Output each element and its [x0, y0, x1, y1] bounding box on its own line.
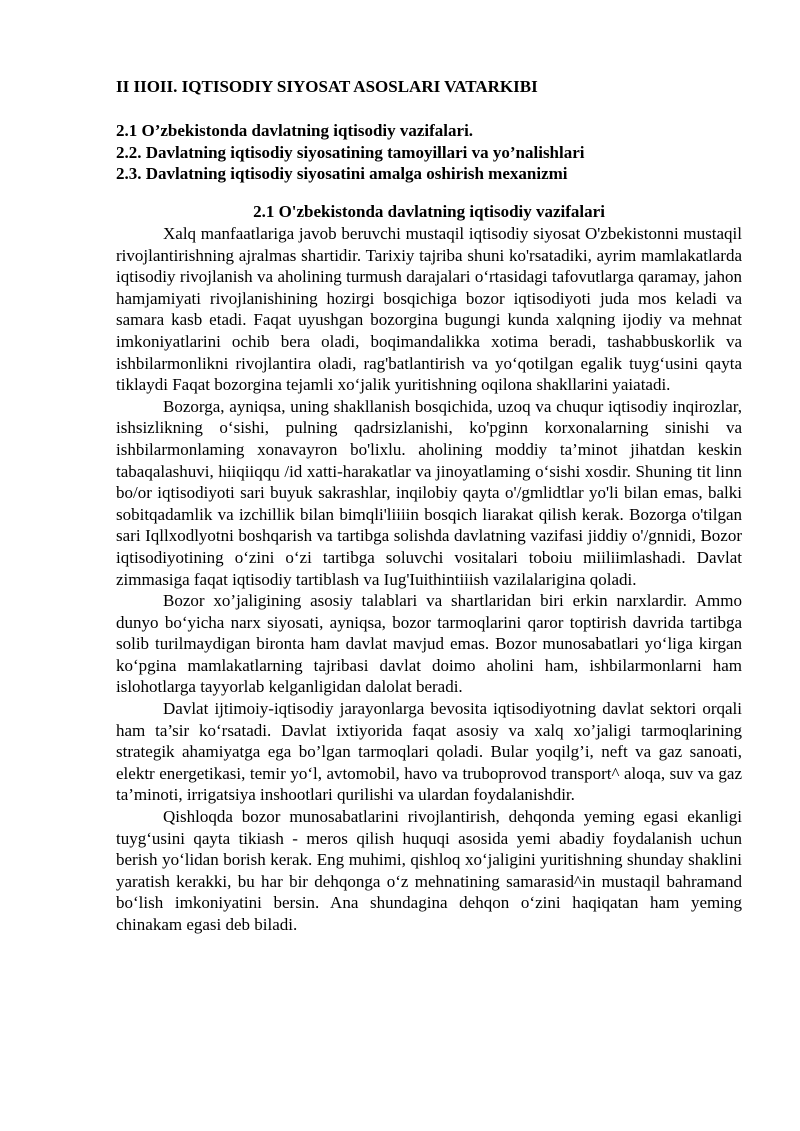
- toc-item-2-1: 2.1 O’zbekistonda davlatning iqtisodiy vazifalari.: [116, 121, 474, 140]
- document-page: [116, 76, 742, 936]
- paragraph-1: Xalq manfaatlariga javob beruvchi mustaqil iqtisodiy siyosat O'zbekistonni mustaqil rivojlantirishning ajralmas shartidir. Tarixiy tajriba shuni ko'rsatadiki, ayrim mamlakatlarda iqtisodiy rivojlanish va aholining turmush darajalari o‘rtasidagi tafovutlarga qaramay, jahon hamjamiyati rivojlanishining hozirgi bosqichiga bozor iqtisodiyoti juda mos keladi va samara kasb etadi. Faqat uyushgan bozorgina bugungi kunda xalqning ijodiy va mehnat imkoniyatlarini ochib bera oladi, boqimandalikka xotima beradi, tashabbuskorlik va ishbilarmonlikni rivojlantira oladi, rag'batlantirish va yo‘qotilgan egalik tuyg‘usini qayta tiklaydi Faqat bozorgina tejamli xo‘jalik yuritishning oqilona shakllarini yaiatadi.: [116, 224, 742, 395]
- chapter-title: II IIOII. IQTISODIY SIYOSAT ASOSLARI VATARKIBI: [116, 77, 538, 96]
- body-text: [116, 223, 742, 936]
- paragraph-3: Bozor xo’jaligining asosiy talablari va shartlaridan biri erkin narxlardir. Ammo dunyo bo‘yicha narx siyosati, ayniqsa, bozor tarmoqlarini qaror toptirish davrida tartibga solib turilmaydigan bironta ham davlat mavjud emas. Bozor munosabatlari yo‘liga kirgan ko‘pgina mamlakatlarning tajribasi davlat doimo aholini ham, ishbilarmonlarni ham islohotlarga tayyorlab kelganligidan dalolat beradi.: [116, 591, 742, 697]
- table-of-contents: [116, 120, 742, 185]
- toc-item-2-3: 2.3. Davlatning iqtisodiy siyosatini amalga oshirish mexanizmi: [116, 164, 568, 183]
- paragraph-4: Davlat ijtimoiy-iqtisodiy jarayonlarga bevosita iqtisodiyotning davlat sektori orqali ham ta’sir ko‘rsatadi. Davlat ixtiyorida faqat asosiy va xalq xo’jaligi tarmoqlarining strategik ahamiyatga ega bo’lgan tarmoqlari qoladi. Bular yoqilg’i, neft va gaz sanoati, elektr energetikasi, temir yo‘l, avtomobil, havo va truboprovod transport^ aloqa, suv va gaz ta’minoti, irrigatsiya inshootlari qurilishi va ulardan foydalanishdir.: [116, 699, 742, 805]
- toc-item-2-2: 2.2. Davlatning iqtisodiy siyosatining tamoyillari va yo’nalishlari: [116, 142, 585, 162]
- paragraph-2: Bozorga, ayniqsa, uning shakllanish bosqichida, uzoq va chuqur iqtisodiy inqirozlar, ishsizlikning o‘sishi, pulning qadrsizlanishi, ko'pginn korxonalarning sinishi va ishbilarmonlaming xonavayron bo'lixlu. aholining moddiy ta’minot jihatdan keskin tabaqalashuvi, hiiqiiqqu /id xatti-harakatlar va jinoyatlaming o‘sishi xosdir. Shuning tit linn bo/or iqtisodiyoti sari buyuk sakrashlar, inqilobiy qayta o'/gmlidtlar yo'li bilan emas, balki sobitqadamlik va izchillik bilan bimqli'liiiin bosqich liarakat qilish kerak. Bozorga o'tilgan sari Iqllxodlyotni boshqarish va tartibga solishda davlatning vazifasi jiddiy o'/gnnidi, Bozor iqtisodiyotining o‘zini o‘zi tartibga soluvchi vositalari toboiu miiliimlashadi. Davlat zimmasiga faqat iqtisodiy tartiblash va Iug'Iuithintiiish vazilalarigina qoladi.: [116, 396, 742, 589]
- section-heading: 2.1 O'zbekistonda davlatning iqtisodiy vazifalari: [253, 201, 605, 221]
- paragraph-5: Qishloqda bozor munosabatlarini rivojlantirish, dehqonda yeming egasi ekanligi tuyg‘usini qayta tikiash - meros qilish huquqi asosida yemi abadiy foydalanish uchun berish yo‘lidan borish kerak. Eng muhimi, qishloq xo‘jaligini yuritishning shunday shaklini yaratish kerakki, bu har bir dehqonga o‘z mehnatining samarasid^in mustaqil bahramand bo‘lish imkoniyatini bersin. Ana shundagina dehqon o‘zini haqiqatan ham yeming chinakam egasi deb biladi.: [116, 807, 742, 934]
